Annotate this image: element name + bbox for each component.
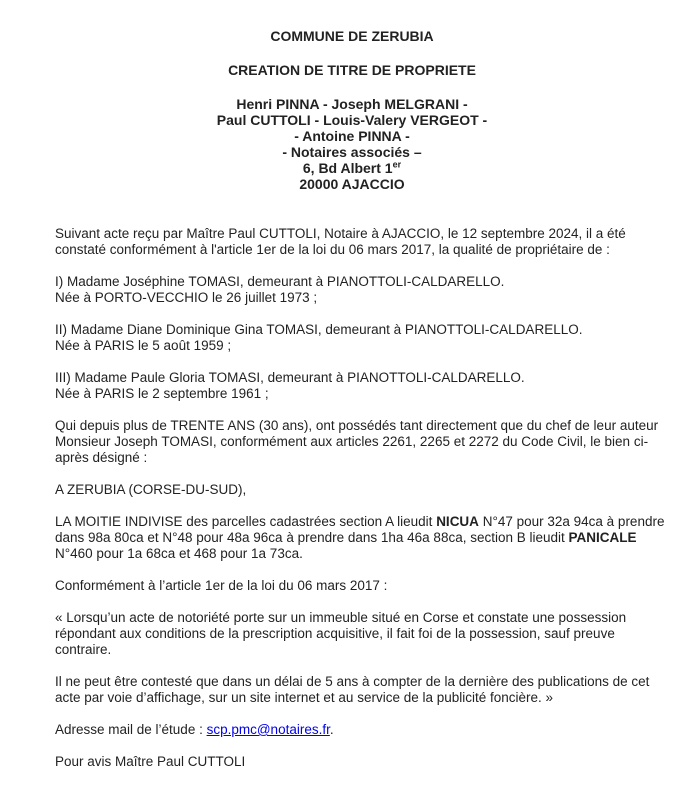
text: Pour avis Maître Paul CUTTOLI <box>55 754 246 769</box>
text: contraire. <box>55 642 112 657</box>
paragraph <box>55 370 649 402</box>
text: Qui depuis plus de TRENTE ANS (30 ans), ont possédés tant directement que du chef de leur auteur <box>55 418 659 433</box>
text-line <box>55 434 649 450</box>
text: Monsieur Joseph TOMASI, conformément aux articles 2261, 2265 et 2272 du Code Civil, le bien ci- <box>55 434 649 449</box>
ordinal-superscript: er <box>392 159 402 170</box>
text-line <box>55 418 659 434</box>
text: après désigné : <box>55 450 148 465</box>
header-spacer <box>55 78 649 96</box>
text-line <box>55 578 649 594</box>
text-line <box>55 690 649 706</box>
document-header <box>55 28 649 192</box>
notary-names-line-2: Paul CUTTOLI - Louis-Valery VERGEOT - <box>216 112 488 128</box>
text-line <box>55 370 649 386</box>
paragraph <box>55 610 649 658</box>
text: Conformément à l’article 1er de la loi du 06 mars 2017 : <box>55 578 388 593</box>
text-line <box>55 754 649 770</box>
paragraph <box>55 274 649 306</box>
notaires-associes-line: - Notaires associés – <box>282 144 422 160</box>
text: constaté conformément à l'article 1er de la loi du 06 mars 2017, la qualité de propriétaire de : <box>55 242 610 257</box>
header-spacer <box>55 44 649 62</box>
paragraph <box>55 482 649 498</box>
text-line <box>55 338 649 354</box>
text: N°47 pour 32a 94ca à prendre <box>478 514 665 529</box>
document-title: CREATION DE TITRE DE PROPRIETE <box>228 62 476 78</box>
paragraph <box>55 722 649 738</box>
text: répondant aux conditions de la prescription acquisitive, il fait foi de la possession, sauf preuve <box>55 626 615 641</box>
paragraph <box>55 578 649 594</box>
paragraph <box>55 322 649 354</box>
text: LA MOITIE INDIVISE des parcelles cadastrées section A lieudit <box>55 514 437 529</box>
text: III) Madame Paule Gloria TOMASI, demeurant à PIANOTTOLI-CALDARELLO. <box>55 370 525 385</box>
commune-name: COMMUNE DE ZERUBIA <box>270 28 434 44</box>
text: acte par voie d’affichage, sur un site internet et au service de la publicité foncière. » <box>55 690 554 705</box>
text-line <box>55 626 649 642</box>
text: A ZERUBIA (CORSE-DU-SUD), <box>55 482 247 497</box>
bold-text: PANICALE <box>568 530 637 545</box>
text-line <box>55 514 665 530</box>
text: Née à PORTO-VECCHIO le 26 juillet 1973 ; <box>55 290 318 305</box>
text: Née à PARIS le 2 septembre 1961 ; <box>55 386 269 401</box>
text-line <box>55 290 649 306</box>
text-line <box>55 610 649 626</box>
text-line <box>55 546 649 562</box>
text: Née à PARIS le 5 août 1959 ; <box>55 338 232 353</box>
text-line <box>55 322 649 338</box>
text: I) Madame Joséphine TOMASI, demeurant à PIANOTTOLI-CALDARELLO. <box>55 274 505 289</box>
paragraph <box>55 226 649 258</box>
text-line <box>55 386 649 402</box>
bold-text: NICUA <box>436 514 479 529</box>
text-line <box>55 450 649 466</box>
text-line <box>55 274 649 290</box>
text: dans 98a 80ca et N°48 pour 48a 96ca à prendre dans 1ha 46a 88ca, section B lieudit <box>55 530 569 545</box>
paragraph <box>55 674 649 706</box>
text: Suivant acte reçu par Maître Paul CUTTOLI, Notaire à AJACCIO, le 12 septembre 2024, il a été <box>55 226 626 241</box>
document-body <box>55 226 665 770</box>
text: Adresse mail de l’étude : <box>55 722 207 737</box>
paragraph <box>55 754 649 770</box>
text: II) Madame Diane Dominique Gina TOMASI, demeurant à PIANOTTOLI-CALDARELLO. <box>55 322 583 337</box>
text-line <box>55 642 649 658</box>
paragraph <box>55 418 659 466</box>
paragraph <box>55 514 665 562</box>
text: N°460 pour 1a 68ca et 468 pour 1a 73ca. <box>55 546 303 561</box>
text-line <box>55 242 649 258</box>
email-link[interactable]: scp.pmc@notaires.fr <box>206 722 330 737</box>
text: . <box>329 722 334 737</box>
text-line <box>55 674 649 690</box>
text: « Lorsqu’un acte de notoriété porte sur un immeuble situé en Corse et constate une possession <box>55 610 627 625</box>
text-line <box>55 226 649 242</box>
notary-names-line-1: Henri PINNA - Joseph MELGRANI - <box>236 96 468 112</box>
text-line <box>55 482 649 498</box>
postal-city: 20000 AJACCIO <box>299 176 405 192</box>
notary-names-line-3: - Antoine PINNA - <box>294 128 410 144</box>
text-line <box>55 530 649 546</box>
text: Il ne peut être contesté que dans un délai de 5 ans à compter de la dernière des publications de cet <box>55 674 650 689</box>
text-line <box>55 722 649 738</box>
street-address-text: 6, Bd Albert 1 <box>302 160 393 176</box>
street-address <box>55 160 649 176</box>
